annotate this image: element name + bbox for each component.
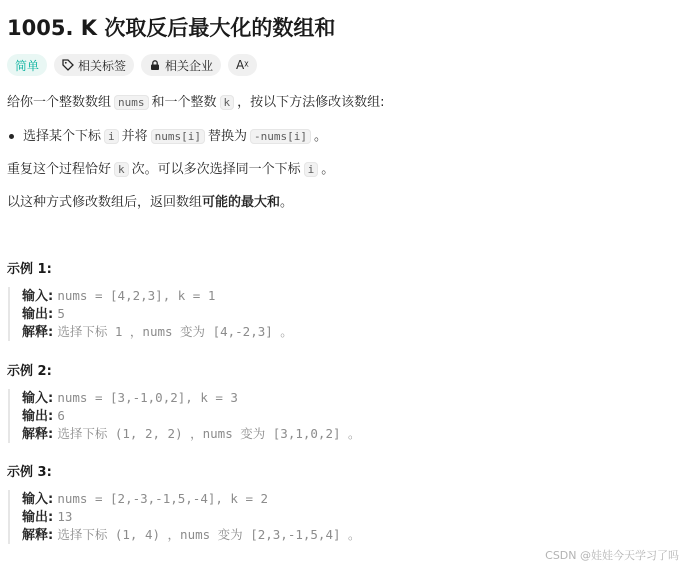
- explanation-label: 解释:: [22, 325, 54, 340]
- translate-icon: Aᵡ: [236, 58, 249, 72]
- related-companies-button[interactable]: [141, 54, 221, 76]
- input-label: 输入:: [22, 289, 54, 304]
- inline-code: nums: [114, 95, 149, 110]
- example-1-explanation: 选择下标 1 ，nums 变为 [4,-2,3] 。: [57, 324, 293, 339]
- example-3-output: 13: [57, 509, 73, 524]
- inline-code: i: [304, 162, 319, 177]
- example-1-explanation-line: [22, 323, 293, 341]
- problem-title: 1005. K 次取反后最大化的数组和: [7, 16, 336, 40]
- related-tags-label: 相关标签: [78, 58, 127, 73]
- example-1-title: 示例 1:: [7, 262, 52, 277]
- desc-text: 次。可以多次选择同一个下标: [131, 162, 301, 177]
- description-paragraph-1: [7, 91, 385, 110]
- desc-bold-text: 可能的最大和: [202, 195, 281, 210]
- example-1-input: nums = [4,2,3], k = 1: [57, 288, 216, 303]
- inline-code: -nums[i]: [250, 129, 311, 144]
- explanation-label: 解释:: [22, 528, 54, 543]
- example-1-input-line: [22, 287, 293, 305]
- desc-text: 重复这个过程恰好: [7, 162, 112, 177]
- input-label: 输入:: [22, 391, 54, 406]
- example-3-input: nums = [2,-3,-1,5,-4], k = 2: [57, 491, 269, 506]
- example-3-output-line: [22, 508, 361, 526]
- desc-text: 和一个整数: [151, 95, 217, 110]
- description-bullet: [7, 125, 327, 144]
- desc-text: ，按以下方法修改该数组:: [237, 95, 385, 110]
- tag-icon: [62, 59, 74, 71]
- output-label: 输出:: [22, 307, 54, 322]
- example-1-block: [8, 287, 293, 341]
- related-tags-button[interactable]: [54, 54, 134, 76]
- inline-code: nums[i]: [151, 129, 205, 144]
- example-3-input-line: [22, 490, 361, 508]
- desc-text: 。: [314, 129, 328, 144]
- example-1-output: 5: [57, 306, 65, 321]
- csdn-watermark: CSDN @娃娃今天学习了吗: [545, 549, 679, 562]
- output-label: 输出:: [22, 510, 54, 525]
- example-3-title: 示例 3:: [7, 465, 52, 480]
- output-label: 输出:: [22, 409, 54, 424]
- example-2-input-line: [22, 389, 361, 407]
- input-label: 输入:: [22, 492, 54, 507]
- example-2-explanation: 选择下标 (1, 2, 2) ，nums 变为 [3,1,0,2] 。: [57, 426, 361, 441]
- difficulty-badge[interactable]: 简单: [7, 54, 47, 76]
- description-paragraph-3: [7, 191, 293, 210]
- example-2-input: nums = [3,-1,0,2], k = 3: [57, 390, 238, 405]
- example-2-output: 6: [57, 408, 65, 423]
- example-2-output-line: [22, 407, 361, 425]
- example-3-block: [8, 490, 361, 544]
- example-1-output-line: [22, 305, 293, 323]
- example-3-explanation-line: [22, 526, 361, 544]
- lock-icon: [149, 59, 161, 71]
- desc-text: 选择某个下标: [23, 129, 102, 144]
- inline-code: k: [220, 95, 235, 110]
- example-2-title: 示例 2:: [7, 364, 52, 379]
- tag-row: [7, 54, 257, 76]
- translate-button[interactable]: [228, 54, 257, 76]
- description-paragraph-2: [7, 158, 334, 177]
- desc-text: 替换为: [208, 129, 248, 144]
- desc-text: 。: [321, 162, 335, 177]
- example-3-explanation: 选择下标 (1, 4) ，nums 变为 [2,3,-1,5,4] 。: [57, 527, 361, 542]
- bullet-dot: [9, 134, 14, 139]
- desc-text: 给你一个整数数组: [7, 95, 112, 110]
- related-companies-label: 相关企业: [165, 58, 214, 73]
- example-2-block: [8, 389, 361, 443]
- inline-code: k: [114, 162, 129, 177]
- explanation-label: 解释:: [22, 427, 54, 442]
- desc-text: 以这种方式修改数组后，返回数组: [7, 195, 203, 210]
- desc-text: 。: [280, 195, 294, 210]
- desc-text: 并将: [121, 129, 148, 144]
- inline-code: i: [104, 129, 119, 144]
- example-2-explanation-line: [22, 425, 361, 443]
